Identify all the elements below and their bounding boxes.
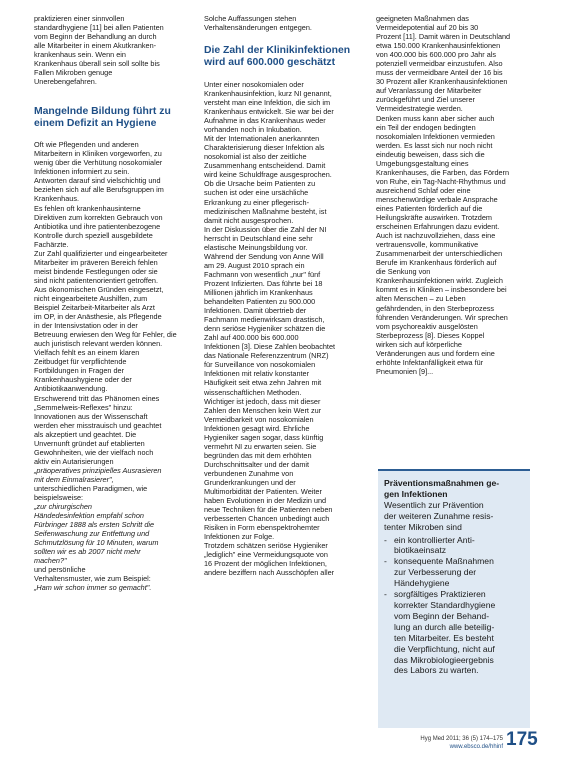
col1-quote-2: „zur chirurgischen Händedesinfektion empfahl schon Fürbringer 1888 als ersten Schritt die Seifenwaschung zur Entfettung und Schmutzlösung für 10 Minuten, warum sollten wir es ab 2007 nicht mehr machen?" xyxy=(34,502,159,566)
col1-quote-3: „Ham wir schon immer so gemacht". xyxy=(34,583,152,593)
page-footer xyxy=(343,736,503,751)
box-lead: Wesentlich zur Prävention der weiteren Zunahme resis- tenter Mikroben sind xyxy=(384,499,494,532)
section-heading-klinikinfektionen: Die Zahl der Klinikinfektionen wird auf 600.000 geschätzt xyxy=(204,45,351,68)
list-item: - ein kontrollierter Anti- biotikaeinsatz xyxy=(384,535,524,557)
column-2 xyxy=(204,14,352,577)
prevention-box xyxy=(378,469,530,728)
footer-url: www.ebsco.de/hhinf xyxy=(449,743,503,750)
col2-body: Unter einer nosokomialen oder Krankenhausinfektion, kurz NI genannt, versteht man eine Infektion, die sich im Krankenhaus entwickelt. Sie war bei der Aufnahme in das Krankenhaus weder vorhanden noch in Inkubation. Mit der Internationalen anerkannten Charakterisierung dieser Infektion als nosokomial ist also der zeitliche Zusammenhang entscheidend. Damit wird keine Schuldfrage ausgesprochen. Ob die Ursache beim Patienten zu suchen ist oder eine ursächliche Erkrankung zu einer pflegerisch- medizinischen Maßnahme besteht, ist damit nicht ausgesprochen. In der Diskussion über die Zahl der NI herrscht in Deutschland eine sehr elastische Meinungsbildung vor. Während der Sendung von Anne Will am 29. August 2010 sprach ein Fachmann von wesentlich „nur" fünf Prozent Infizierten. Das führte bei 18 Millionen jährlich im Krankenhaus behandelten Patienten zu 900.000 Infektionen. Damit übertrieb der Fachmann medienwirksam drastisch, denn seriöse Hygieniker schätzen die Zahl auf 400.000 bis 600.000 Infektionen [3]. Diese Zahlen beobachtet das Nationale Referenzzentrum (NRZ) für Surveillance von nosokomialen Infektionen mit relativ konstanter Häufigkeit seit etwa zehn Jahren mit wissenschaftlichen Methoden. Wichtiger ist jedoch, dass mit dieser Zahlen den Menschen kein Wert zur Vermeidbarkeit von nosokomialen Infektionen gesagt wird. Ehrliche Hygieniker sagen sogar, dass künftig vermehrt NI zu erwarten seien. Sie begründen das mit dem erhöhten Durchschnittsalter und der damit verbundenen Zunahme von Grunderkrankungen und der Multimorbidität der Patienten. Weiter haben Evolutionen in der Medizin und neue Techniken für die Patienten neben verbesserten Chancen unbedingt auch Risiken in Form ebenspektrohemter Infektionen zur Folge. Trotzdem schätzen seriöse Hygieniker „lediglich" eine Vermeidungsquote von 16 Prozent der möglichen Infektionen, andere beziffern nach Ausschöpfen aller xyxy=(204,79,336,578)
box-title: Präventionsmaßnahmen ge- gen Infektionen xyxy=(384,478,500,499)
col1-body-3: und persönliche Verhaltensmuster, wie zum Beispiel: xyxy=(34,565,151,584)
col3-body: geeigneten Maßnahmen das Vermeidepotential auf 20 bis 30 Prozent [11]. Damit wären in Deutschland etwa 150.000 Krankenhausinfektionen von 400.000 bis 600.000 pro Jahr als potenziell vermeidbar einzustufen. Also muss der vermeidbare Anteil der 16 bis 30 Prozent aller Krankenhausinfektionen auf Veranlassung der Mitarbeiter zurückgeführt und Ziel unserer Vermeidestrategie werden. Denken muss kann aber sicher auch ein Teil der endogen bedingten nosokomialen Infektionen vermieden werden. Es lasst sich nur noch nicht eindeutig beweisen, dass sich die Umgebungsgestaltung eines Krankenhauses, die Farben, das Fördern von Ruhe, ein Tag-Nacht-Rhythmus und ausreichend Schlaf oder eine menschenwürdige verbale Ansprache eines Patienten förderlich auf die Heilungskräfte auswirken. Trotzdem erscheinen Erfahrungen dazu evident. Auch ist nachzuvollziehen, dass eine vertrauensvolle, kommunikative Zusammenarbeit der unterschiedlichen Berufe im Krankenhaus förderlich auf die Senkung von Krankenhausinfektionen wirkt. Zugleich kommt es in Kliniken – insbesondere bei alten Menschen – zu Leben gefährdenden, in den Sterbeprozess führenden Veränderungen. Wir sprechen vom psychoreaktiv ausgelösten Sterbeprozess [8]. Dieses Koppel wirken sich auf körperliche Veränderungen aus und fordern eine erhöhte Infektanfälligkeit etwa für Pneumonien [9]... xyxy=(376,14,511,376)
section-heading-bildung: Mangelnde Bildung führt zu einem Defizit an Hygiene xyxy=(34,106,171,129)
box-list xyxy=(384,535,524,677)
list-item: - sorgfältiges Praktizieren korrekter Standardhygiene vom Beginn der Behand- lung an durch alle beteilig- ten Mitarbeiter. Es besteht die Verpflichtung, nicht auf das Mikrobiologieergebnis des Labors zu warten. xyxy=(384,589,524,676)
col1-body-1: Oft wie Pflegenden und anderen Mitarbeitern in Kliniken vorgeworfen, zu wenig über die Verhütung nosokomialer Infektionen informiert zu sein. Antworten darauf sind vielschichtig und beziehen sich auf alle Berufsgruppen im Krankenhaus. Es fehlen oft krankenhausinterne Direktiven zum korrekten Gebrauch von Antibiotika und ihre patientenbezogene Kontrolle durch speziell ausgebildete Fachärzte. Zur Zahl qualifizierter und eingearbeiteter Mitarbeiter im präveren Bereich fehlen meist bindende Festlegungen oder sie sind nicht patientenorientiert getroffen. Aus ökonomischen Gründen eingesetzt, nicht eingearbeitete Aushilfen, zum Beispiel Zeitarbeit-Mitarbeiter als Arzt im OP, in der Anästhesie, als Pflegende in der Intensivstation oder in der Betreuung erwiesen den Weg für Fehler, die auch juristisch relevant werden können. Vielfach fehlt es an einem klaren Zeitbudget für verpflichtende Fortbildungen in Fragen der Krankenhaushygiene oder der Antibiotikaanwendung. Erschwerend tritt das Phänomen eines „Semmelweis-Reflexes" hinzu: Innovationen aus der Wissenschaft werden eher misstrauisch und geachtet als akzeptiert und geachtet. Die Unvernunft gründet auf etablierten Gewohnheiten, wie der vielfach noch aktiv ein Autarisierungen xyxy=(34,140,177,466)
list-item: - konsequente Maßnahmen zur Verbesserung der Händehygiene xyxy=(384,556,524,589)
page-number: 175 xyxy=(506,729,538,750)
col1-body-2: unterschiedlichen Paradigmen, wie beispielsweise: xyxy=(34,483,148,503)
footer-citation: Hyg Med 2011; 36 (5) 174–175 xyxy=(420,736,503,742)
column-1 xyxy=(34,14,182,593)
col1-intro: praktizieren einer sinnvollen standardhygiene [11] bei allen Patienten vom Beginn der Behandlung an durch alle Mitarbeiter in einem Akutkranken- krankenhaus sein. Wenn ein Krankenhaus überall sein soll sollte bis Fallen Mikroben genuge Unerebengefahren. xyxy=(34,14,164,87)
column-3 xyxy=(376,14,526,376)
col2-intro: Solche Auffassungen stehen Verhaltensänderungen entgegen. xyxy=(204,14,312,33)
col1-quote-1: „präoperatives prinzipielles Ausrasieren mit dem Einmalrasierer", xyxy=(34,465,162,484)
